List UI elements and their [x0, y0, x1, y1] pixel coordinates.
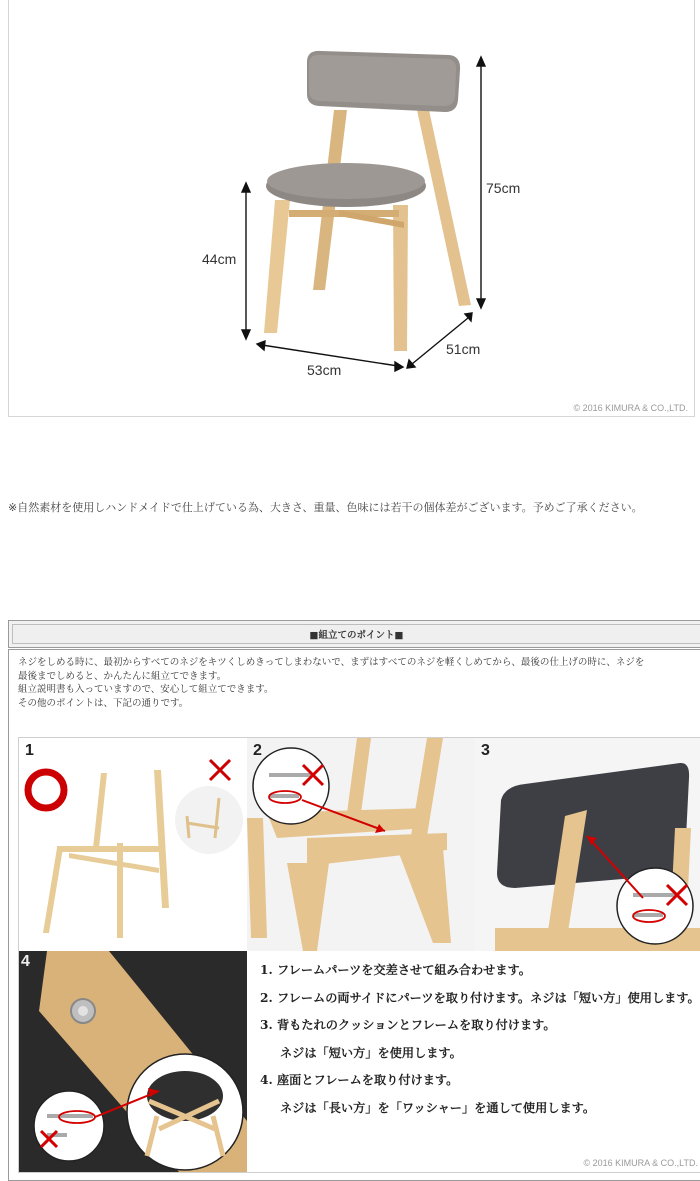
- step-instruction: 3. 背もたれのクッションとフレームを取り付けます。: [260, 1018, 556, 1032]
- step-instructions: [260, 957, 700, 1122]
- assembly-body: [8, 649, 700, 1181]
- step-instruction: 2. フレームの両サイドにパーツを取り付けます。ネジは「短い方」使用します。: [260, 990, 700, 1005]
- assembly-copyright: © 2016 KIMURA & CO.,LTD.: [583, 1158, 698, 1168]
- height-dimension-label: 75cm: [486, 180, 521, 196]
- assembly-description: [18, 656, 700, 710]
- chair-illustration: [9, 0, 694, 416]
- description-line: その他のポイントは、下記の通りです。: [18, 697, 189, 709]
- step-2-panel: [247, 738, 475, 951]
- step-2-illustration: [247, 738, 475, 951]
- step-number: 1: [25, 742, 34, 759]
- width-dimension-label: 53cm: [307, 362, 342, 378]
- assembly-header: [8, 620, 700, 648]
- step-number: 3: [481, 742, 490, 759]
- step-instruction: 4. 座面とフレームを取り付けます。: [260, 1073, 459, 1087]
- description-line: 組立説明書も入っていますので、安心して組立てできます。: [18, 684, 274, 695]
- seat-height-dimension-label: 44cm: [202, 251, 237, 267]
- step-4-panel: [19, 951, 247, 1172]
- step-3-panel: [475, 738, 700, 951]
- step-4-illustration: [19, 951, 247, 1172]
- product-copyright: © 2016 KIMURA & CO.,LTD.: [573, 403, 688, 413]
- assembly-steps-image: [18, 737, 700, 1173]
- description-line: 最後までしめると、かんたんに組立てできます。: [18, 670, 227, 682]
- step-1-illustration: [19, 738, 247, 951]
- step-instruction: ネジは「長い方」を「ワッシャー」を通して使用します。: [280, 1100, 596, 1115]
- step-3-illustration: [475, 738, 700, 951]
- wrong-mark-icon: [210, 760, 230, 780]
- material-disclaimer: ※自然素材を使用しハンドメイドで仕上げている為、大きさ、重量、色味には若干の個体差がございます。予めご了承ください。: [8, 501, 643, 514]
- step-instruction: ネジは「短い方」を使用します。: [280, 1045, 462, 1060]
- assembly-title: ■組立てのポイント■: [12, 624, 700, 644]
- step-number: 2: [253, 742, 262, 759]
- depth-dimension-label: 51cm: [446, 341, 481, 357]
- step-instruction: 1. フレームパーツを交差させて組み合わせます。: [260, 963, 531, 977]
- assembly-points-section: [8, 620, 700, 1180]
- step-1-panel: [19, 738, 247, 951]
- correct-mark-icon: [28, 772, 64, 808]
- description-line: ネジをしめる時に、最初からすべてのネジをキツくしめきってしまわないで、まずはすべてのネジを軽くしめてから、最後の仕上げの時に、ネジを: [18, 657, 645, 668]
- step-number: 4: [21, 953, 30, 970]
- product-photo: [8, 0, 695, 417]
